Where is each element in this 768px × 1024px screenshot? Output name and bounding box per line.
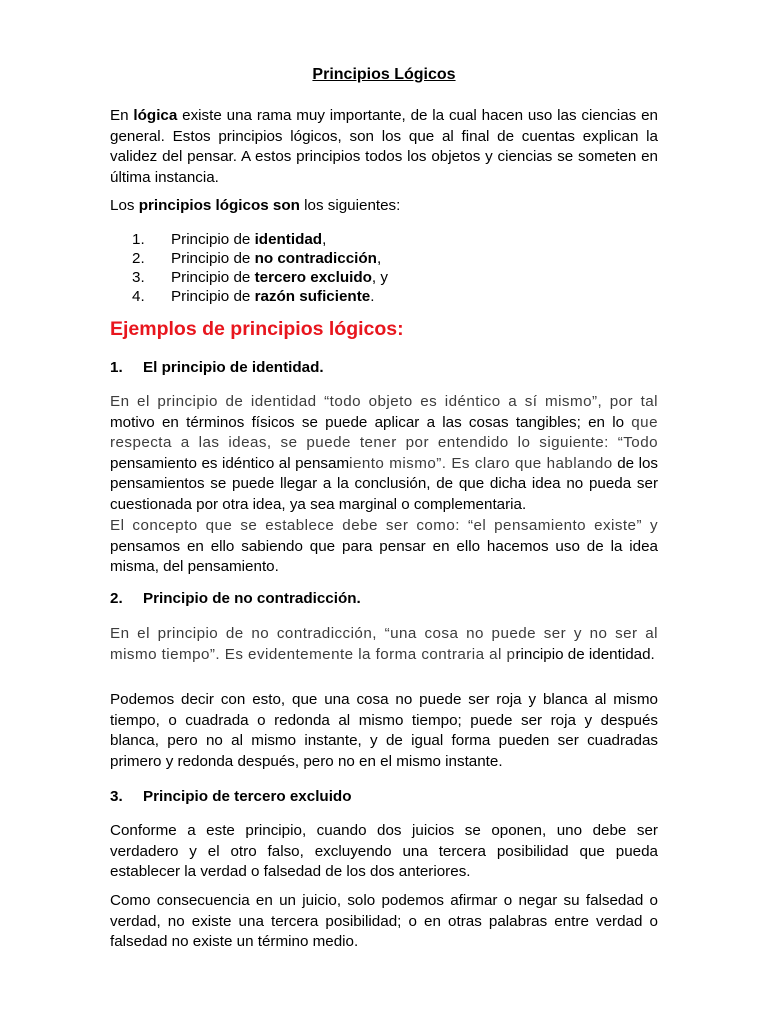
section-number: 2. <box>110 590 123 607</box>
lead-text-1: Los <box>110 197 139 214</box>
examples-heading: Ejemplos de principios lógicos: <box>110 318 404 340</box>
list-suffix: , y <box>371 269 388 286</box>
list-prefix: Principio de <box>171 269 255 286</box>
lead-bold: principios lógicos son <box>138 197 300 214</box>
list-prefix: Principio de <box>171 288 255 305</box>
principles-list <box>110 230 658 306</box>
body-text: de los pensamientos se puede llegar a la conclusión, de que dicha idea no pueda ser cuestionada por otra idea, ya sea marginal o complementaria. <box>110 454 658 513</box>
list-suffix: , <box>322 231 327 248</box>
section-title: Principio de tercero excluido <box>143 788 352 805</box>
gray-text: que respecta a las ideas, se puede tener por entendido lo siguiente: “Todo <box>110 413 658 451</box>
list-bold: identidad <box>254 231 323 248</box>
list-suffix: , <box>376 250 382 267</box>
section-1-heading <box>110 359 324 376</box>
section-1-paragraph-1 <box>110 392 658 515</box>
list-number: 4. <box>132 288 145 305</box>
intro-paragraph <box>110 106 658 188</box>
intro-text-1: En <box>110 107 134 124</box>
body-text: pensamiento es idéntico al pensam <box>110 454 350 472</box>
gray-text: El concepto que se establece debe ser como: “el pensamiento existe” y <box>110 517 658 534</box>
section-3-paragraph-2: Como consecuencia en un juicio, solo podemos afirmar o negar su falsedad o verdad, no existe una tercera posibilidad; o en otras palabras entre verdad o falsedad no existe un término medio. <box>110 892 658 950</box>
document-title: Principios Lógicos <box>312 66 456 83</box>
body-text: motivo en términos físicos se puede aplicar a las cosas tangibles; en lo <box>110 413 625 431</box>
section-title: Principio de no contradicción. <box>143 590 361 607</box>
list-suffix: . <box>370 288 375 305</box>
body-text: pensamos en ello sabiendo que para pensar en ello hacemos uso de la idea misma, del pensamiento. <box>110 537 658 575</box>
list-item <box>110 230 658 249</box>
section-2-paragraph-2: Podemos decir con esto, que una cosa no puede ser roja y blanca al mismo tiempo, o cuadrada o redonda al mismo tiempo; puede ser roja y después blanca, pero no al mismo instante, y de igual forma pueden ser cuadradas primero y redonda después, pero no en el mismo instante. <box>110 691 658 770</box>
intro-bold-logica: lógica <box>133 107 178 124</box>
section-3-heading <box>110 788 351 805</box>
list-bold: no contradicción <box>254 250 377 267</box>
section-number: 3. <box>110 788 123 805</box>
section-title: El principio de identidad. <box>143 359 324 376</box>
section-2-paragraph-1 <box>110 624 658 665</box>
principles-lead <box>110 196 658 217</box>
intro-text-2: existe una rama muy importante, de la cual hacen uso las ciencias en general. Estos principios lógicos, son los que al final de cuentas explican la validez del pensar. A estos principios todos los objetos y ciencias se someten en última instancia. <box>110 107 659 186</box>
section-2-heading <box>110 590 361 607</box>
list-item <box>110 249 658 268</box>
list-prefix: Principio de <box>171 250 255 267</box>
list-number: 3. <box>132 269 145 286</box>
section-3-paragraph-1: Conforme a este principio, cuando dos juicios se oponen, uno debe ser verdadero y el otro falso, excluyendo una tercera posibilidad que pueda establecer la verdad o falsedad de los dos anteriores. <box>110 822 658 880</box>
section-number: 1. <box>110 359 123 376</box>
list-bold: razón suficiente <box>254 288 371 305</box>
gray-text: En el principio de identidad “todo objeto es idéntico a sí mismo”, por tal <box>110 393 658 410</box>
lead-text-2: los siguientes: <box>299 197 401 214</box>
list-item <box>110 268 658 287</box>
list-number: 1. <box>132 231 145 248</box>
list-prefix: Principio de <box>171 231 255 248</box>
gray-text: En el principio de no contradicción, “una cosa no puede ser y no ser al mismo tiempo”. Es evidentemente la forma contraria al p <box>110 625 658 663</box>
body-text: rincipio de identidad. <box>515 645 655 663</box>
section-1-paragraph-2 <box>110 516 658 578</box>
list-number: 2. <box>132 250 145 267</box>
list-bold: tercero excluido <box>254 269 372 286</box>
list-item <box>110 287 658 306</box>
gray-text: iento mismo”. Es claro que hablando <box>349 454 613 472</box>
